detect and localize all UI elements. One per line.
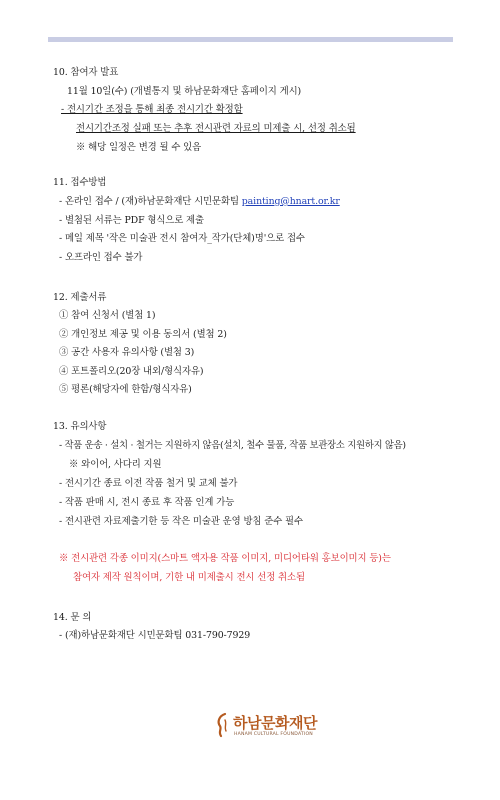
wire-ladder-note: ※ 와이어, 사다리 지원 xyxy=(69,459,162,470)
pdf-format-note: - 별첨된 서류는 PDF 형식으로 제출 xyxy=(59,215,204,226)
online-submission-line xyxy=(59,196,340,208)
section-10-heading: 10. 참여자 발표 xyxy=(53,67,119,78)
section-11-heading: 11. 접수방법 xyxy=(53,177,107,188)
contact-info: - (재)하남문화재단 시민문화팀 031-790-7929 xyxy=(59,630,251,641)
online-submission-text: - 온라인 접수 / (재)하남문화재단 시민문화팀 xyxy=(59,196,242,207)
early-removal-note: - 전시기간 종료 이전 작품 철거 및 교체 불가 xyxy=(59,478,238,489)
document-item: ④ 포트폴리오(20장 내외/형식자유) xyxy=(59,366,204,377)
section-12-heading: 12. 제출서류 xyxy=(53,292,107,303)
logo-name-english: HANAM CULTURAL FOUNDATION xyxy=(234,732,313,737)
document-item: ⑤ 평론(해당자에 한함/형식자유) xyxy=(59,384,192,395)
header-divider-bar xyxy=(48,37,453,42)
sale-handover-note: - 작품 판매 시, 전시 종료 후 작품 인계 가능 xyxy=(59,497,235,508)
schedule-change-note: ※ 해당 일정은 변경 될 수 있음 xyxy=(76,142,202,153)
policy-compliance-note: - 전시관련 자료제출기한 등 작은 미술관 운영 방침 준수 필수 xyxy=(59,516,303,527)
foundation-logo xyxy=(215,712,325,742)
document-item: ① 참여 신청서 (별첨 1) xyxy=(59,310,156,321)
offline-not-accepted-note: - 오프라인 접수 불가 xyxy=(59,252,143,263)
section-14-heading: 14. 문 의 xyxy=(53,612,92,623)
image-warning-line-2: 참여자 제작 원칙이며, 기한 내 미제출시 전시 선정 취소됨 xyxy=(73,572,305,583)
announcement-date: 11월 10일(수) (개별통지 및 하남문화재단 홈페이지 게시) xyxy=(67,86,302,97)
submission-email-link[interactable]: painting@hnart.or.kr xyxy=(241,196,340,207)
section-13-heading: 13. 유의사항 xyxy=(53,421,107,432)
foundation-emblem-icon xyxy=(215,712,231,738)
document-item: ③ 공간 사용자 유의사항 (별첨 3) xyxy=(59,347,195,358)
mail-subject-note: - 메일 제목 '작은 미술관 전시 참여자_작가(단체)명'으로 접수 xyxy=(59,233,305,244)
installation-support-note: - 작품 운송 · 설치 · 철거는 지원하지 않음(설치, 철수 물품, 작품 보관장소 지원하지 않음) xyxy=(59,440,406,451)
document-item: ② 개인정보 제공 및 이용 동의서 (별첨 2) xyxy=(59,329,227,340)
exhibition-period-note: - 전시기간 조정을 통해 최종 전시기간 확정함 xyxy=(61,104,243,115)
image-warning-line-1: ※ 전시관련 각종 이미지(스마트 액자용 작품 이미지, 미디어타워 홍보이미지 등)는 xyxy=(59,553,391,564)
cancellation-note: 전시기간조정 실패 또는 추후 전시관련 자료의 미제출 시, 선정 취소됨 xyxy=(76,123,356,134)
logo-name-korean: 하남문화재단 xyxy=(233,714,317,732)
